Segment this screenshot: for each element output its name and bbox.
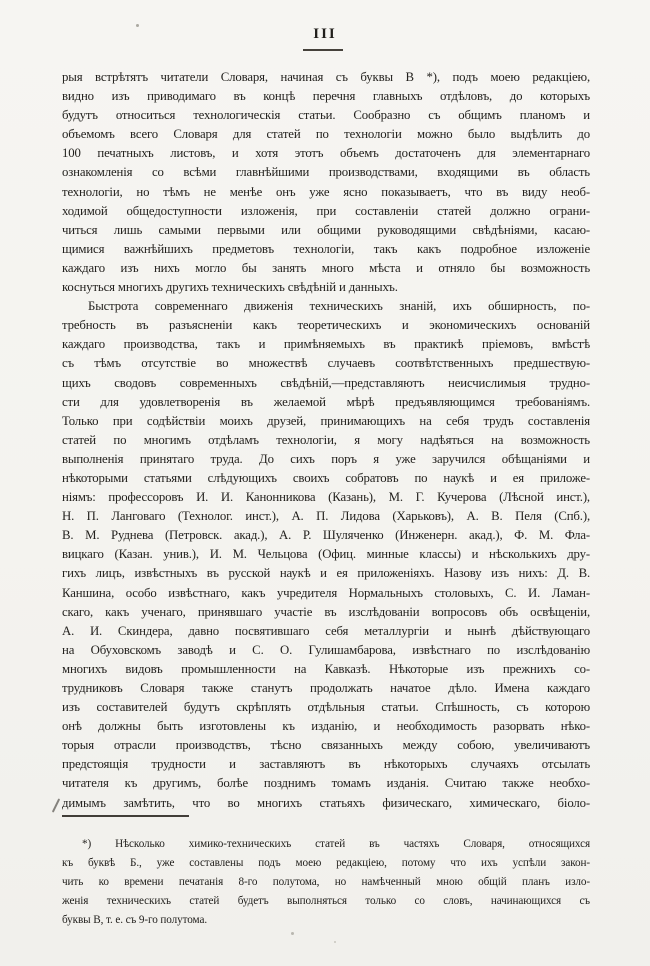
- text-line: многихъ видовъ промышленности на Кавказѣ. Нѣкоторые изъ прежнихъ со-: [62, 661, 590, 676]
- text-line: рыя встрѣтятъ читатели Словаря, начиная съ буквы В *), подъ моею редакціею,: [62, 70, 590, 84]
- text-line: читься лишь самыми первыми или общими руководящими свѣдѣніями, касаю-: [62, 222, 590, 237]
- text-line: каждаго производства, такъ и примѣняемыхъ въ практикѣ пріемовъ, вмѣстѣ: [62, 337, 590, 352]
- text-line: съ тѣмъ отсутствіе во множествѣ случаевъ соотвѣтственныхъ предшествую-: [62, 356, 590, 371]
- text-line: гихъ лицъ, извѣстныхъ въ русской наукѣ и ея приложеніяхъ. Назову изъ нихъ: Д. В.: [62, 566, 590, 581]
- text-line: коснуться многихъ другихъ техническихъ свѣдѣній и данныхъ.: [62, 280, 398, 295]
- footnote-line: буквы В, т. е. съ 9-го полутома.: [62, 914, 208, 926]
- page-number-rule: [303, 49, 343, 51]
- paragraph: [62, 297, 590, 813]
- footnote-line: женія техническихъ статей будетъ выполняться только со словъ, начинающихся съ: [62, 895, 590, 907]
- margin-ink-mark: [52, 798, 60, 812]
- text-line: Каншина, особо извѣстнаго, какъ учредителя Нормальныхъ столовыхъ, С. И. Ламан-: [62, 585, 590, 600]
- text-line: Н. П. Ланговаго (Технолог. инст.), А. П. Лидова (Харьковъ), А. В. Пеля (Спб.),: [62, 509, 590, 524]
- text-line: трудниковъ Словаря также станутъ продолжать начатое дѣло. Имена каждаго: [62, 681, 590, 695]
- text-line: щихъ сводовъ современныхъ свѣдѣній,—представляютъ неисчислимыя трудно-: [62, 375, 590, 390]
- text-line: ознакомленія со всѣми главнѣйшими производствами, входящими въ область: [62, 165, 590, 180]
- footnote-line: чить ко времени печатанія 8-го полутома, но намѣченный мною общій планъ изло-: [62, 876, 590, 888]
- page-number: III: [313, 26, 337, 42]
- paragraph: [62, 68, 590, 297]
- text-line: читателя къ другимъ, болѣе позднимъ томамъ изданія. Считаю также необхо-: [62, 776, 590, 791]
- text-line: ніямъ: профессоровъ И. И. Канонникова (Казань), М. Г. Кучерова (Лѣсной инст.),: [62, 490, 590, 505]
- text-line: объемомъ всего Словаря для статей по технологіи можно было выдѣлить до: [62, 127, 590, 142]
- text-line: нѣкоторыми статьями слѣдующихъ своихъ собратовъ по наукѣ и ея приложе-: [62, 470, 590, 485]
- text-line: онѣ должны быть изготовлены къ изданію, и необходимость разорвать нѣко-: [62, 719, 590, 734]
- text-line: предстоящія трудности и заставляютъ въ нѣкоторыхъ случаяхъ отсылать: [62, 757, 590, 772]
- text-line: Быстрота современнаго движенія техническихъ знаній, ихъ обширность, по-: [88, 299, 590, 314]
- text-line: 100 печатныхъ листовъ, и хотя этотъ объемъ достаточенъ для элементарнаго: [62, 146, 590, 161]
- text-line: скаго, какъ ученаго, принявшаго участіе въ изслѣдованіи вопросовъ объ освѣщеніи,: [62, 604, 590, 619]
- text-line: изъ составителей будутъ скрѣплять отдѣльныя статьи. Спѣшность, съ которою: [62, 700, 590, 715]
- footnote-text: [62, 835, 590, 930]
- text-line: вицкаго (Казан. унив.), И. М. Чельцова (Офиц. минные классы) и нѣсколькихъ дру-: [62, 547, 590, 562]
- text-line: димымъ замѣтить, что во многихъ статьяхъ физическаго, химическаго, біоло-: [62, 795, 590, 810]
- scan-speck: [291, 932, 294, 935]
- text-line: каждаго изъ нихъ могло бы занять много мѣста и отняло бы возможность: [62, 260, 590, 275]
- footnote-separator-rule: [62, 815, 189, 817]
- text-line: В. М. Руднева (Петровск. акад.), А. Р. Шуляченко (Инженерн. акад.), Ф. М. Фла-: [62, 528, 590, 543]
- text-line: выполненія принятаго труда. До сихъ поръ я уже заручился обѣщаніями и: [62, 451, 590, 466]
- text-line: А. И. Скиндера, давно посвятившаго себя металлургіи и нынѣ дѣйствующаго: [62, 623, 590, 638]
- text-line: ходимой общедоступности изложенія, при составленіи статей должно ограни-: [62, 203, 590, 218]
- text-line: сти для удовлетворенія въ желаемой мѣрѣ предъявляющимся требованіямъ.: [62, 394, 590, 409]
- text-line: будутъ относиться технологическія статьи. Сообразно съ общимъ планомъ и: [62, 108, 590, 123]
- text-line: Только при содѣйствіи моихъ друзей, принимающихъ на себя трудъ составленія: [62, 413, 590, 428]
- body-text: [62, 68, 590, 813]
- text-line: технологіи, но тѣмъ не менѣе онъ уже ясно показываетъ, что въ виду необ-: [62, 184, 590, 199]
- text-line: торыя отрасли производствъ, тѣсно связанныхъ между собою, увеличиваютъ: [62, 738, 590, 753]
- text-line: статей по многимъ отдѣламъ технологіи, я могу надѣяться на возможность: [62, 432, 590, 447]
- text-line: на Обуховскомъ заводѣ и С. О. Гулишамбарова, извѣстнаго по изслѣдованію: [62, 642, 590, 657]
- footnote-line: къ буквѣ Б., уже составлены подъ моею редакціею, потому что ихъ успѣли закон-: [62, 857, 590, 869]
- footnote-line: *) Нѣсколько химико-техническихъ статей въ частяхъ Словаря, относящихся: [82, 838, 590, 850]
- scan-speck: [334, 941, 336, 943]
- text-line: требность въ разъясненіи какъ теоретическихъ и экономическихъ основаній: [62, 318, 590, 333]
- text-line: щимися важнѣйшихъ предметовъ технологіи, такъ какъ подробное изложеніе: [62, 241, 590, 256]
- scan-speck: [136, 24, 139, 27]
- text-line: видно изъ приводимаго въ концѣ перечня главныхъ отдѣловъ, до которыхъ: [62, 89, 590, 104]
